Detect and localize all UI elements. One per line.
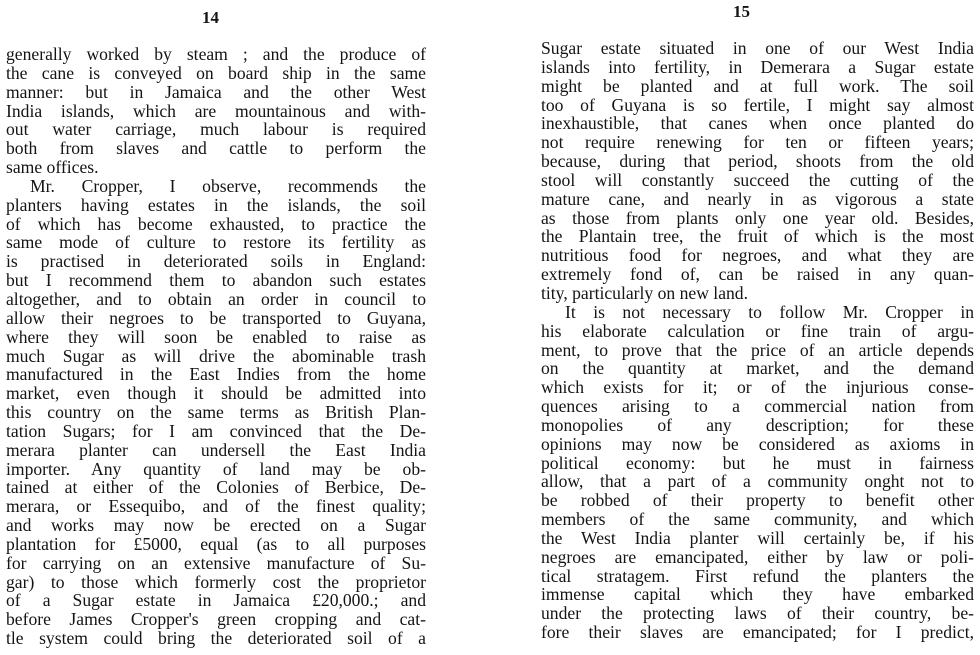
text-line: because, during that period, shoots from the old bbox=[541, 151, 974, 172]
text-line: which exists for it; or of the injurious conse- bbox=[541, 377, 974, 398]
page-number: 14 bbox=[202, 8, 219, 27]
text-line: too of Guyana is so fertile, I might say almost bbox=[541, 94, 974, 115]
text-line: political economy: but he must in fairness bbox=[541, 452, 974, 473]
text-line: under the protecting laws of their country, be- bbox=[541, 603, 974, 624]
text-line: as those from plants only one year old. Besides, bbox=[541, 207, 974, 228]
text-line: immense capital which they have embarked bbox=[541, 584, 974, 605]
text-line: not require renewing for ten or fifteen years; bbox=[541, 132, 974, 153]
text-line: the cane is conveyed on board ship in the same bbox=[6, 62, 426, 83]
text-line: nutritious food for negroes, and what they are bbox=[541, 245, 974, 266]
text-line: merara planter can undersell the East India bbox=[6, 439, 426, 460]
text-line: Mr. Cropper, I observe, recommends the bbox=[30, 175, 426, 196]
left-page bbox=[0, 0, 440, 655]
page-body bbox=[6, 45, 426, 648]
text-line: where they will soon be enabled to raise as bbox=[6, 326, 426, 347]
text-line: for carrying on an extensive manufacture of Su- bbox=[6, 552, 426, 573]
text-line: is practised in deteriorated soils in England: bbox=[6, 251, 426, 272]
text-line: allow their negroes to be transported to Guyana, bbox=[6, 307, 426, 328]
text-line: the Plantain tree, the fruit of which is the most bbox=[541, 226, 974, 247]
text-line: members of the same community, and which bbox=[541, 509, 974, 530]
text-line: plantation for £5000, equal (as to all purposes bbox=[6, 533, 426, 554]
text-line: planters having estates in the islands, the soil bbox=[6, 194, 426, 215]
text-line: out water carriage, much labour is required bbox=[6, 119, 426, 140]
text-line: manufactured in the East Indies from the home bbox=[6, 364, 426, 385]
text-line: extremely fond of, can be raised in any quan- bbox=[541, 264, 974, 285]
text-line: tation Sugars; for I am convinced that the De- bbox=[6, 420, 426, 441]
text-line: opinions may now be considered as axioms in bbox=[541, 433, 974, 454]
text-line: allow, that a part of a community onght not to bbox=[541, 471, 974, 492]
text-line: mature cane, and nearly in as vigorous a state bbox=[541, 188, 974, 209]
text-line: on the quantity at market, and the demand bbox=[541, 358, 974, 379]
text-line: might be planted and at full work. The soil bbox=[541, 75, 974, 96]
text-line: quences arising to a commercial nation from bbox=[541, 396, 974, 417]
text-line: market, even though it should be admitted into bbox=[6, 383, 426, 404]
page-number: 15 bbox=[733, 2, 750, 21]
text-line: tained at either of the Colonies of Berbice, De- bbox=[6, 477, 426, 498]
text-line: inexhaustible, that canes when once planted do bbox=[541, 113, 974, 134]
text-line: the West India planter will certainly be, if his bbox=[541, 527, 974, 548]
text-line: islands into fertility, in Demerara a Sugar estate bbox=[541, 56, 974, 77]
text-line: stool will constantly succeed the cutting of the bbox=[541, 169, 974, 190]
text-line: before James Cropper's green cropping and cat- bbox=[6, 609, 426, 630]
text-line: merara, or Essequibo, and of the finest quality; bbox=[6, 496, 426, 517]
text-line: It is not necessary to follow Mr. Cropper in bbox=[565, 301, 974, 322]
text-line: monopolies of any description; for these bbox=[541, 414, 974, 435]
text-line: gar) to those which formerly cost the proprietor bbox=[6, 571, 426, 592]
text-line: Sugar estate situated in one of our West India bbox=[541, 38, 974, 58]
text-line: but I recommend them to abandon such estates bbox=[6, 270, 426, 291]
text-line: same offices. bbox=[6, 157, 99, 178]
text-line: fore their slaves are emancipated; for I predict, bbox=[541, 622, 974, 643]
text-line: tity, particularly on new land. bbox=[541, 282, 748, 303]
text-line: and works may now be erected on a Sugar bbox=[6, 515, 426, 536]
text-line: India islands, which are mountainous and with- bbox=[6, 100, 426, 121]
right-page bbox=[535, 0, 980, 655]
text-line: both from slaves and cattle to perform the bbox=[6, 138, 426, 159]
text-line: this country on the same terms as British Plan- bbox=[6, 402, 426, 423]
text-line: ment, to prove that the price of an article depends bbox=[541, 339, 974, 360]
text-line: generally worked by steam ; and the produce of bbox=[6, 44, 426, 64]
text-line: same mode of culture to restore its fertility as bbox=[6, 232, 426, 253]
page-gutter bbox=[490, 0, 491, 655]
text-line: be robbed of their property to benefit other bbox=[541, 490, 974, 511]
text-line: negroes are emancipated, either by law or poli- bbox=[541, 546, 974, 567]
text-line: importer. Any quantity of land may be ob- bbox=[6, 458, 426, 479]
text-line: tle system could bring the deteriorated soil of a bbox=[6, 628, 426, 649]
text-line: his elaborate calculation or fine train of argu- bbox=[541, 320, 974, 341]
text-line: of a Sugar estate in Jamaica £20,000.; and bbox=[6, 590, 426, 611]
text-line: much Sugar as will drive the abominable trash bbox=[6, 345, 426, 366]
text-line: manner: but in Jamaica and the other West bbox=[6, 81, 426, 102]
text-line: of which has become exhausted, to practice the bbox=[6, 213, 426, 234]
page-body bbox=[541, 39, 974, 642]
text-line: tical stratagem. First refund the planters the bbox=[541, 565, 974, 586]
text-line: altogether, and to obtain an order in council to bbox=[6, 288, 426, 309]
